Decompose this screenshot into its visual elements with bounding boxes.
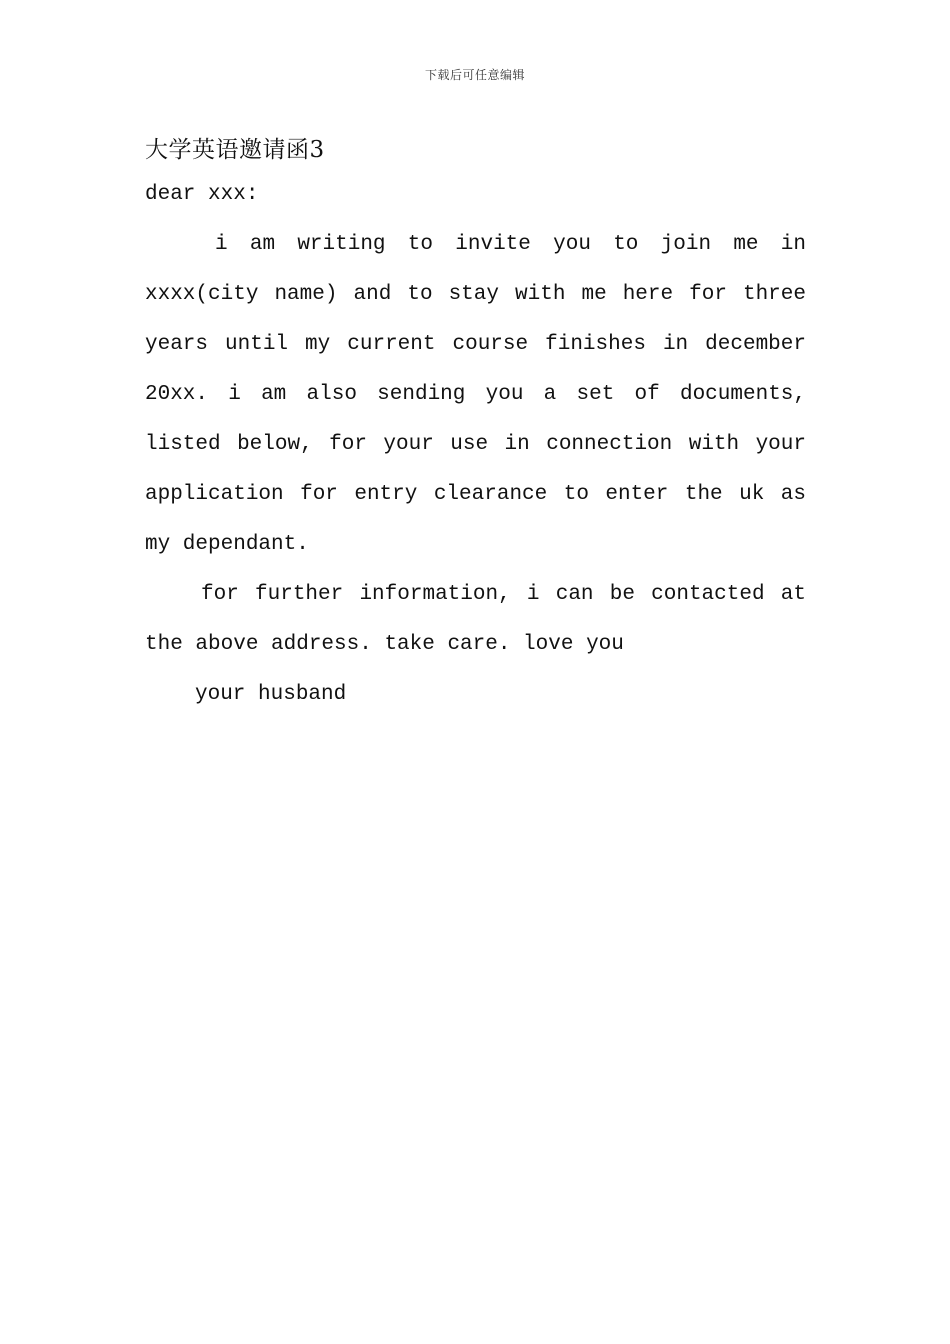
document-body [145, 130, 806, 720]
salutation: dear xxx: [145, 183, 259, 206]
signature: your husband [195, 683, 347, 706]
body-paragraph-2: for further information, i can be contacted at the above address. take care. love you [145, 583, 806, 656]
body-paragraph-1: i am writing to invite you to join me in xxxx(city name) and to stay with me here for three years until my current course finishes in december 20xx. i am also sending you a set of documents, listed below, for your use in connection with your application for entry clearance to enter the uk as my dependant. [145, 233, 806, 556]
page-header-note: 下载后可任意编辑 [424, 68, 525, 82]
document-title: 大学英语邀请函3 [145, 137, 325, 163]
